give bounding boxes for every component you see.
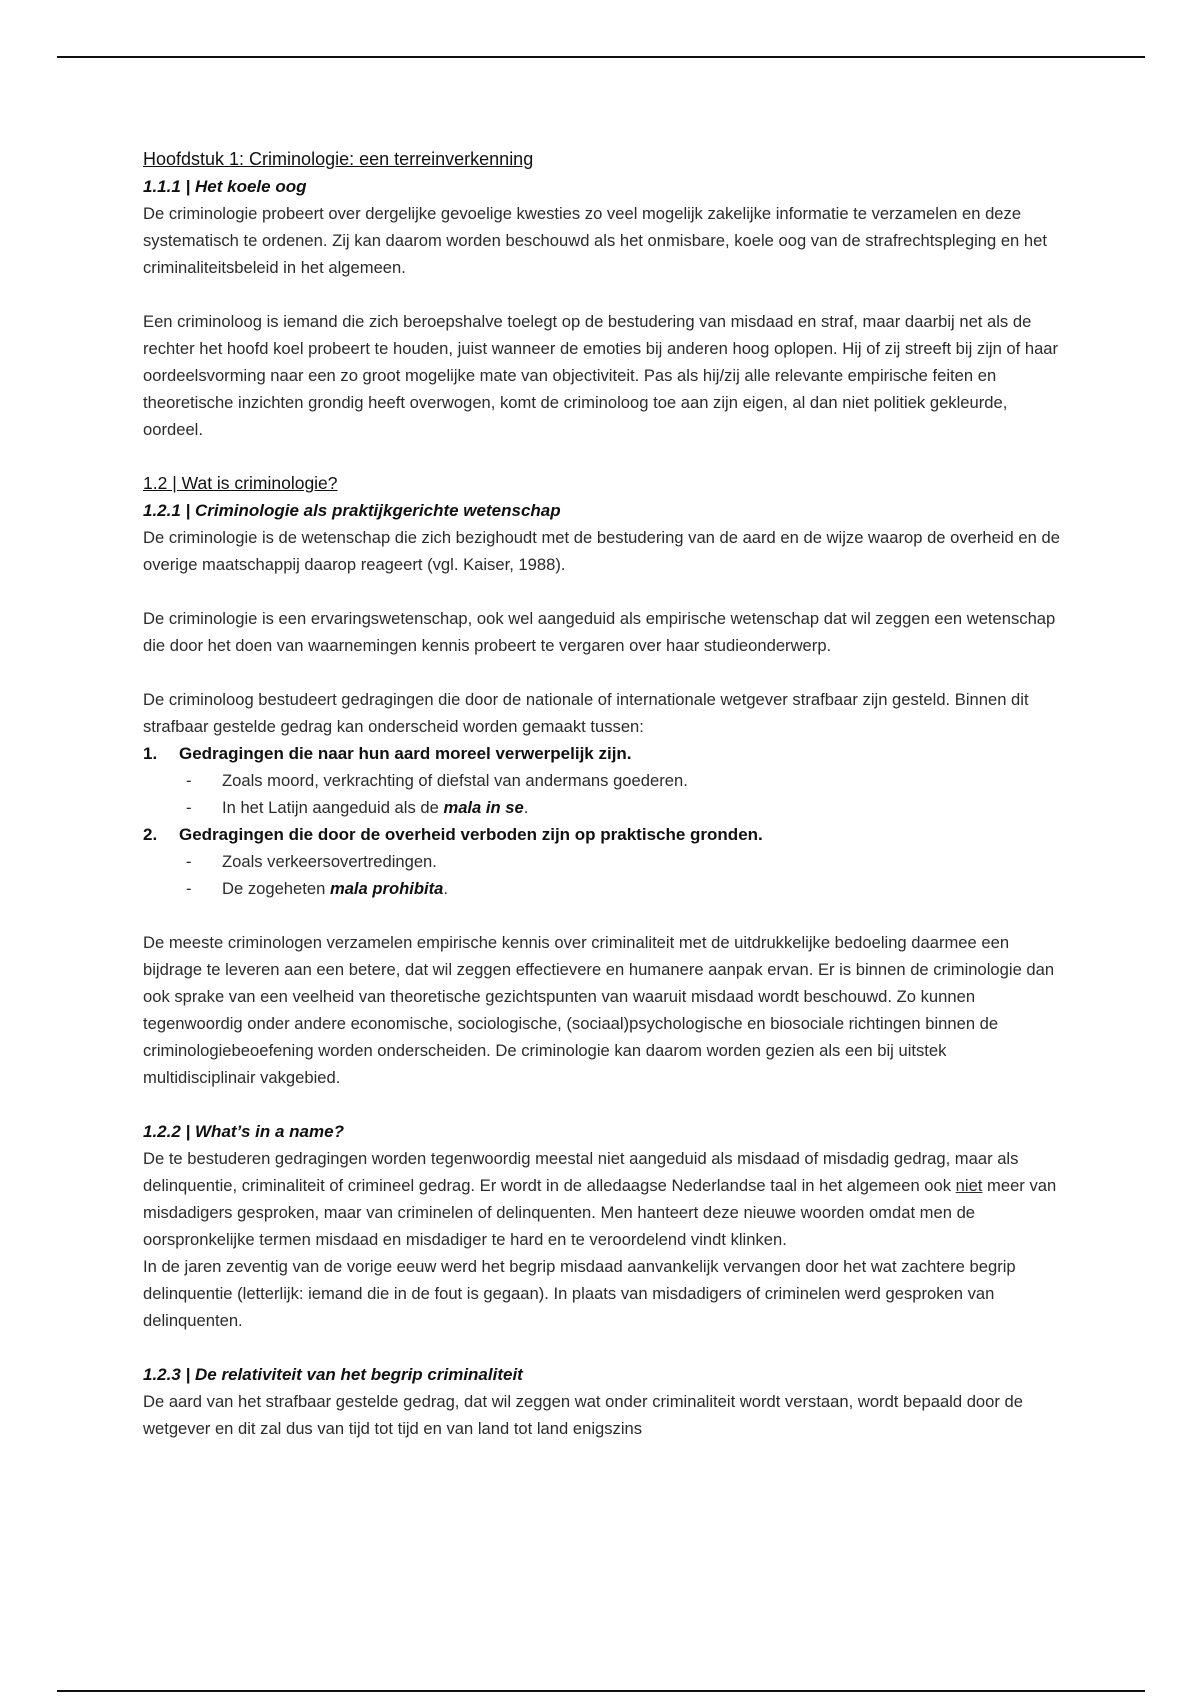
paragraph: De criminologie probeert over dergelijke gevoelige kwesties zo veel mogelijk zakelijke informatie te verzamelen en deze systematisch te ordenen. Zij kan daarom worden beschouwd als het onmisbare, koele oog van de strafrechtspleging en het criminaliteitsbeleid in het algemeen.	[143, 204, 1047, 277]
paragraph: De te bestuderen gedragingen worden tegenwoordig meestal niet aangeduid als misdaad of misdadig gedrag, maar als delinquentie, criminaliteit of crimineel gedrag. Er wordt in de alledaagse Nederlandse taal in het algemeen ook niet meer van misdadigers gesproken, maar van criminelen of delinquenten. Men hanteert deze nieuwe woorden omdat men de oorspronkelijke termen misdaad en misdadiger te hard en te veroordelend vindt klinken.	[143, 1149, 1057, 1249]
numbered-list	[143, 740, 1063, 902]
section-heading-1-2-3: 1.2.3 | De relativiteit van het begrip criminaliteit	[143, 1365, 523, 1384]
bullet-item: - Zoals moord, verkrachting of diefstal van andermans goederen.	[186, 771, 688, 790]
paragraph: De aard van het strafbaar gestelde gedrag, dat wil zeggen wat onder criminaliteit wordt verstaan, wordt bepaald door de wetgever en dit zal dus van tijd tot tijd en van land tot land enigszins	[143, 1392, 1023, 1438]
document-body	[143, 146, 1063, 1442]
bullet-item: - De zogeheten mala prohibita.	[186, 879, 448, 898]
list-item: 2. Gedragingen die door de overheid verboden zijn op praktische gronden.	[143, 825, 763, 844]
latin-term: mala in se	[443, 798, 524, 817]
list-item: 1. Gedragingen die naar hun aard moreel verwerpelijk zijn.	[143, 744, 632, 763]
section-heading-1-2: 1.2 | Wat is criminologie?	[143, 473, 338, 493]
paragraph: De criminologie is de wetenschap die zich bezighoudt met de bestudering van de aard en de wijze waarop de overheid en de overige maatschappij daarop reageert (vgl. Kaiser, 1988).	[143, 528, 1060, 574]
paragraph: In de jaren zeventig van de vorige eeuw werd het begrip misdaad aanvankelijk vervangen door het wat zachtere begrip delinquentie (letterlijk: iemand die in de fout is gegaan). In plaats van misdadigers of criminelen werd gesproken van delinquenten.	[143, 1257, 1016, 1330]
paragraph: De meeste criminologen verzamelen empirische kennis over criminaliteit met de uitdrukkelijke bedoeling daarmee een bijdrage te leveren aan een betere, dat wil zeggen effectievere en humanere aanpak ervan. Er is binnen de criminologie dan ook sprake van een veelheid van theoretische gezichtspunten van waaruit misdaad wordt beschouwd. Zo kunnen tegenwoordig onder andere economische, sociologische, (sociaal)psychologische en biosociale richtingen binnen de criminologiebeoefening worden onderscheiden. De criminologie kan daarom worden gezien als een bij uitstek multidisciplinair vakgebied.	[143, 933, 1055, 1087]
underlined-word: niet	[955, 1176, 983, 1195]
header-rule	[57, 56, 1145, 58]
bullet-item: - In het Latijn aangeduid als de mala in se.	[186, 798, 529, 817]
paragraph: De criminoloog bestudeert gedragingen die door de nationale of internationale wetgever strafbaar zijn gesteld. Binnen dit strafbaar gestelde gedrag kan onderscheid worden gemaakt tussen:	[143, 690, 1029, 736]
latin-term: mala prohibita	[329, 879, 444, 898]
footer-rule	[57, 1690, 1145, 1692]
chapter-title: Hoofdstuk 1: Criminologie: een terreinverkenning	[143, 149, 534, 169]
bullet-item: - Zoals verkeersovertredingen.	[186, 852, 437, 871]
paragraph: De criminologie is een ervaringswetenschap, ook wel aangeduid als empirische wetenschap dat wil zeggen een wetenschap die door het doen van waarnemingen kennis probeert te vergaren over haar studieonderwerp.	[143, 609, 1056, 655]
paragraph: Een criminoloog is iemand die zich beroepshalve toelegt op de bestudering van misdaad en straf, maar daarbij net als de rechter het hoofd koel probeert te houden, juist wanneer de emoties bij anderen hoog oplopen. Hij of zij streeft bij zijn of haar oordeelsvorming naar een zo groot mogelijke mate van objectiviteit. Pas als hij/zij alle relevante empirische feiten en theoretische inzichten grondig heeft overwogen, komt de criminoloog toe aan zijn eigen, al dan niet politiek gekleurde, oordeel.	[143, 312, 1059, 439]
section-heading-1-2-1: 1.2.1 | Criminologie als praktijkgerichte wetenschap	[143, 501, 561, 520]
section-heading-1-1-1: 1.1.1 | Het koele oog	[143, 177, 307, 196]
section-heading-1-2-2: 1.2.2 | What’s in a name?	[143, 1122, 344, 1141]
